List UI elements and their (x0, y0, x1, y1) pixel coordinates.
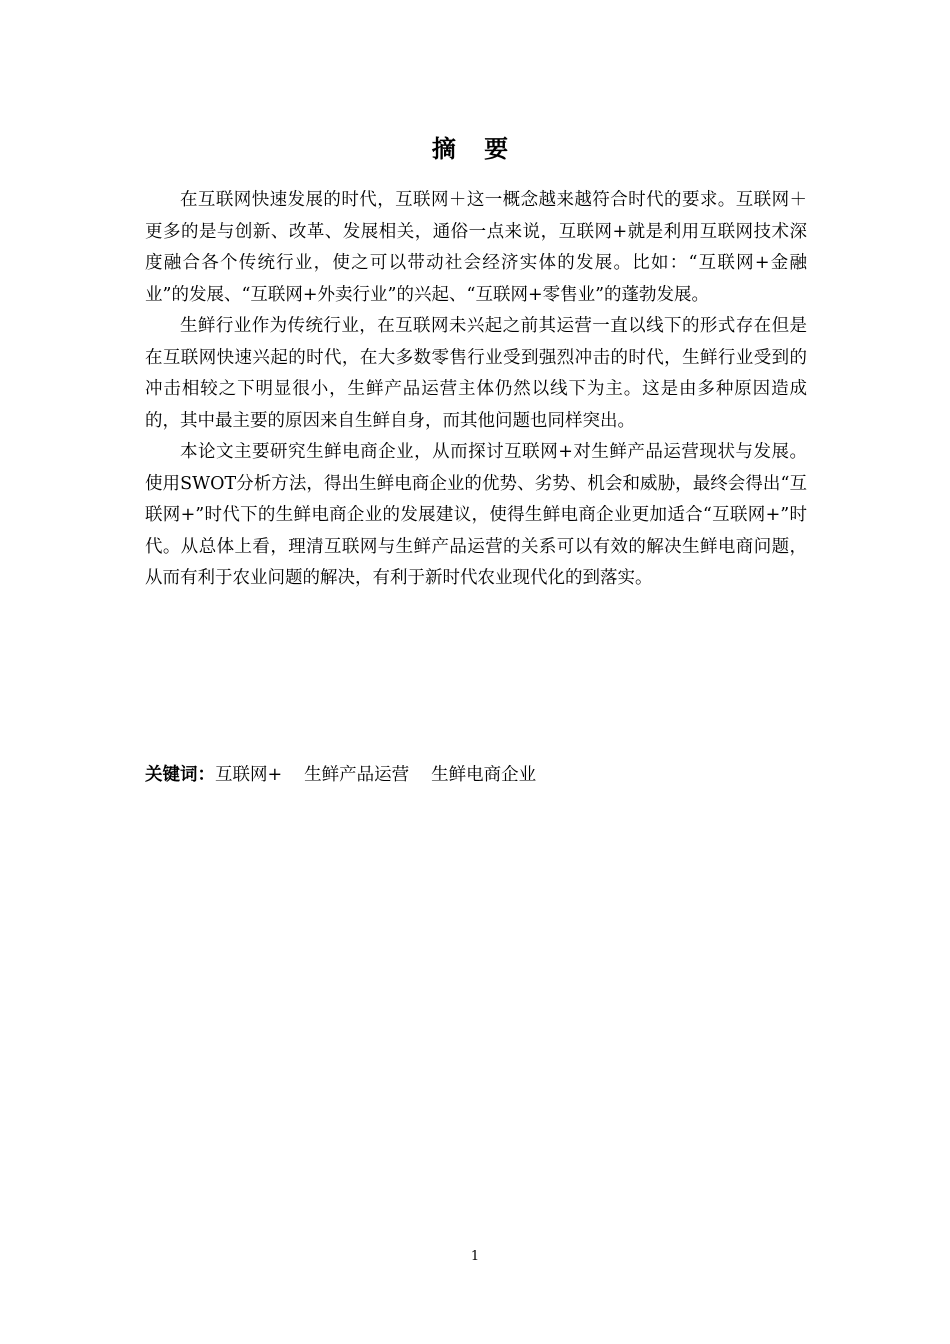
keyword-item: 生鲜产品运营 (304, 765, 410, 785)
keyword-item: 生鲜电商企业 (431, 765, 537, 785)
abstract-paragraph-2: 生鲜行业作为传统行业，在互联网未兴起之前其运营一直以线下的形式存在但是在互联网快速兴起的时代，在大多数零售行业受到强烈冲击的时代，生鲜行业受到的冲击相较之下明显很小，生鲜产品运营主体仍然以线下为主。这是由多种原因造成的，其中最主要的原因来自生鲜自身，而其他问题也同样突出。 (145, 316, 807, 431)
keywords-label: 关键词： (145, 765, 215, 785)
abstract-paragraph-3: 本论文主要研究生鲜电商企业，从而探讨互联网+对生鲜产品运营现状与发展。使用SWOT分析方法，得出生鲜电商企业的优势、劣势、机会和威胁，最终会得出“互联网+”时代下的生鲜电商企业的发展建议，使得生鲜电商企业更加适合“互联网+”时代。从总体上看，理清互联网与生鲜产品运营的关系可以有效的解决生鲜电商问题，从而有利于农业问题的解决，有利于新时代农业现代化的到落实。 (145, 442, 807, 588)
keywords-line (145, 762, 807, 788)
abstract-paragraph-1: 在互联网快速发展的时代，互联网＋这一概念越来越符合时代的要求。互联网＋更多的是与创新、改革、发展相关，通俗一点来说，互联网+就是利用互联网技术深度融合各个传统行业，使之可以带动社会经济实体的发展。比如：“互联网+金融业”的发展、“互联网+外卖行业”的兴起、“互联网+零售业”的蓬勃发展。 (145, 190, 807, 305)
keyword-item: 互联网+ (215, 765, 283, 785)
abstract-body (145, 185, 807, 595)
page-number: 1 (470, 1249, 480, 1264)
abstract-title: 摘 要 (431, 135, 519, 163)
